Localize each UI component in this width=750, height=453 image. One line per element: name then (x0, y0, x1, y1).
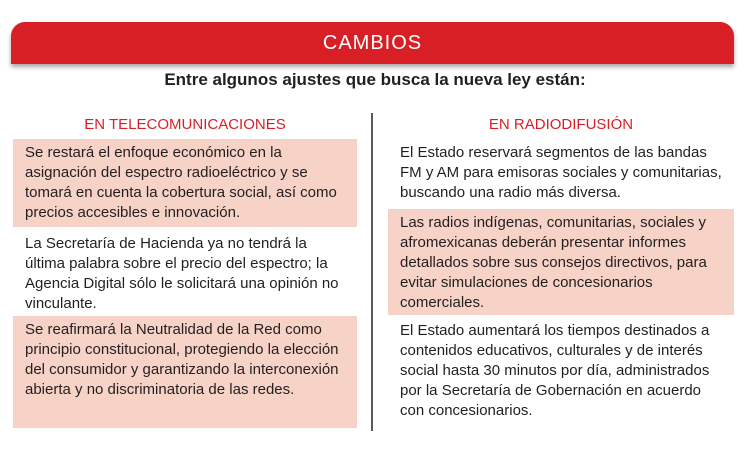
heading-radiodifusion: EN RADIODIFUSIÓN (488, 116, 634, 133)
radio-item-1 (388, 139, 734, 207)
radio-item-3 (388, 317, 734, 427)
banner-title: CAMBIOS (322, 31, 423, 54)
telecom-item-1 (13, 139, 357, 227)
radio-item-2-text: Las radios indígenas, comunitarias, sociales y afromexicanas deberán presentar informes detallados sobre sus consejos directivos, para evitar simulaciones de concesionarios comerciales. (400, 214, 707, 311)
telecom-item-1-text: Se restará el enfoque económico en la asignación del espectro radioeléctrico y se tomará en cuenta la cobertura social, así como precios accesibles e innovación. (25, 144, 337, 221)
radio-item-2 (388, 209, 734, 315)
subtitle: Entre algunos ajustes que busca la nueva ley están: (164, 70, 586, 89)
radio-item-1-text: El Estado reservará segmentos de las bandas FM y AM para emisoras sociales y comunitarias, buscando una radio más diversa. (400, 144, 722, 201)
heading-telecomunicaciones: EN TELECOMUNICACIONES (84, 116, 286, 133)
telecom-item-3 (13, 316, 357, 428)
telecom-item-2 (13, 230, 357, 314)
column-divider (371, 113, 373, 431)
telecom-item-2-text: La Secretaría de Hacienda ya no tendrá la última palabra sobre el precio del espectro; la Agencia Digital sólo le solicitará una opinión no vinculante. (25, 235, 339, 312)
telecom-item-3-text: Se reafirmará la Neutralidad de la Red como principio constitucional, protegiendo la elección del consumidor y garantizando la interconexión abierta y no discriminatoria de las redes. (25, 321, 339, 398)
radio-item-3-text: El Estado aumentará los tiempos destinados a contenidos educativos, culturales y de interés social hasta 30 minutos por día, administrados por la Secretaría de Gobernación en acuerdo con concesionarios. (400, 322, 710, 419)
header-banner (11, 22, 734, 64)
